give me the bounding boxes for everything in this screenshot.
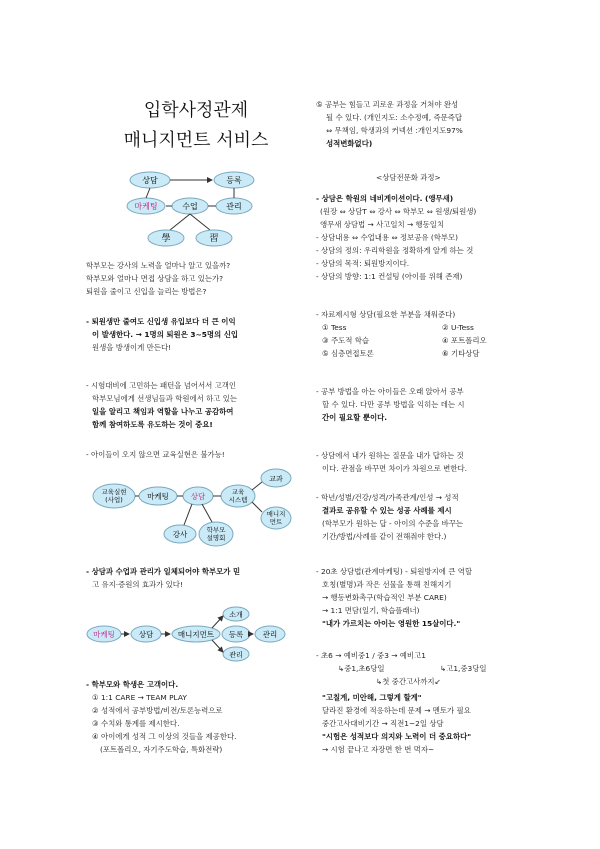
- s7-rest-5: → 시험 끝나고 자장면 한 번 먹자~: [322, 745, 435, 754]
- s6-line5: "내가 가르치는 아이는 영원한 15살이다.": [322, 619, 461, 628]
- s5-line3: (학부모가 원하는 답 - 아이의 수준을 바꾸는: [322, 519, 464, 528]
- node-practice-label: 習: [209, 234, 219, 244]
- bullet1-line2: 이 발생한다. → 1명의 퇴원은 3~5명의 신입: [92, 330, 239, 339]
- section-title: <상담전문화 과정>: [376, 173, 441, 182]
- node-register-label: 등록: [226, 176, 242, 185]
- node-learn-label: 學: [161, 234, 171, 244]
- node-system-2: 시스템: [228, 496, 248, 504]
- s7-line2a: ↳중1,초6당일: [338, 664, 385, 673]
- s7-line3: ↳첫 중간고사까지↙: [376, 677, 441, 686]
- s7-rest-3: 중간고사대비기간 → 직전1~2일 상담: [322, 719, 444, 728]
- bullet2-line4: 함께 참여하도록 유도하는 것이 중요!: [92, 420, 213, 429]
- s3-line2: 할 수 있다. 다만 공부 방법을 익히는 데는 시: [322, 400, 465, 409]
- list-item-1: ① 1:1 CARE → TEAM PLAY: [92, 693, 187, 702]
- title-line1: 입학사정관제: [143, 100, 249, 121]
- s5-line1: - 학년/성별/건강/성격/가족관계/인성 → 성적: [316, 493, 459, 502]
- bullet3: - 아이들이 오지 않으면 교육실현은 불가능!: [86, 450, 225, 459]
- node-parent-2: 설명회: [206, 534, 226, 542]
- list-item-4: ④ 아이에게 성적 그 이상의 것들을 제공한다.: [92, 732, 237, 741]
- bullet5: - 학부모와 학생은 고객이다.: [86, 680, 179, 689]
- s2-item-1: ① Tess: [322, 323, 347, 332]
- s1-line3: 앵무새 상담법 → 사고일치 → 행동일치: [320, 220, 445, 229]
- s2-title: - 자료제시형 상담(필요한 부분을 채워준다): [316, 310, 456, 319]
- bullet2-line1: - 시험대비에 고민하는 패턴을 넘어서서 고객인: [86, 381, 237, 390]
- bullet2-line2: 학부모님에게 선생님들과 학원에서 하고 있는: [92, 394, 238, 403]
- s6-line1: - 20초 상담법(관계마케팅) - 퇴원방지에 큰 역할: [316, 567, 472, 576]
- s2-item-3: ③ 주도적 학습: [322, 336, 370, 345]
- node-subject: 교과: [269, 475, 283, 483]
- flow-intro: 소개: [229, 611, 243, 619]
- diagram-flow: [86, 606, 286, 662]
- diagram-education: [92, 466, 292, 552]
- node-system-1: 교육: [231, 488, 245, 496]
- flow-counsel: 상담: [138, 630, 154, 639]
- diagram-cycle: [126, 168, 276, 254]
- node-marketing2: 마케팅: [147, 492, 169, 501]
- flow-manage2: 관리: [229, 651, 243, 659]
- s2-item-5: ⑤ 심층면접토론: [322, 349, 374, 358]
- s3-line3: 간이 필요할 뿐이다.: [322, 413, 388, 422]
- s7-rest-1: "고칠게, 미안해, 그렇게 할게": [322, 693, 422, 702]
- list-item-2: ② 성적에서 공부방법/비전/토론능력으로: [92, 706, 223, 715]
- flow-marketing: 마케팅: [93, 630, 115, 639]
- s1-line2: (원장 ⇔ 상담T ⇔ 강사 ⇔ 학부모 ⇔ 원생/퇴원생): [320, 207, 477, 216]
- flow-mgmt: 매니지먼트: [177, 630, 215, 639]
- node-parent-1: 학부모: [206, 526, 226, 534]
- intro-line-1: 학부모는 강사의 노력을 얼마나 알고 있을까?: [86, 261, 231, 270]
- s6-line2: 호칭(별명)과 작은 선물을 통해 친해지기: [322, 580, 452, 589]
- s7-rest-2: 달라진 환경에 적응하는데 문제 → 멘토가 필요: [322, 706, 471, 715]
- p5-line2: 될 수 있다. (개인지도: 소수정예, 즉문즉답: [326, 113, 463, 122]
- node-class-label: 수업: [182, 202, 198, 211]
- s5-line4: 기간/방법/사례를 같이 전해줘야 한다.): [322, 532, 447, 541]
- node-marketing-label: 마케팅: [134, 202, 158, 211]
- node-edu-real-2: (사업): [105, 496, 123, 504]
- s5-line2: 결과로 공유할 수 있는 성공 사례를 제시: [322, 506, 452, 515]
- s4-line2: 이다. 관점을 바꾸면 차이가 차원으로 변한다.: [322, 464, 467, 473]
- bullet1-line1: - 퇴원생만 줄여도 신입생 유입보다 더 큰 이익: [86, 317, 236, 326]
- s2-item-6: ⑥ 기타상담: [442, 349, 480, 358]
- s3-line1: - 공부 방법을 아는 아이들은 오래 앉아서 공부: [316, 387, 464, 396]
- list-sub: (포트폴리오, 자기주도학습, 특화전략): [100, 745, 223, 754]
- bullet2-line3: 일을 알리고 책임과 역할을 나누고 공감하여: [92, 407, 234, 416]
- bullet4-line2: 고 유지·증원의 효과가 있다!: [92, 580, 183, 589]
- intro-line-3: 퇴원을 줄이고 신입을 늘리는 방법은?: [86, 287, 207, 296]
- p5-line4: 성적변화없다): [326, 139, 373, 148]
- p5-line3: ⇔ 무책임, 학생과의 커넥션 :개인지도97%: [326, 126, 463, 135]
- s1-line7: - 상담의 방향: 1:1 컨설팅 (아이를 위해 존재): [316, 272, 463, 281]
- flow-manage: 관리: [262, 630, 278, 639]
- list-item-3: ③ 수치와 통계를 제시한다.: [92, 719, 180, 728]
- node-mgmt-2: 먼트: [269, 518, 283, 526]
- s1-line5: - 상담의 정의: 우리학원을 정확하게 알게 하는 것: [316, 246, 474, 255]
- p5-line1: ⑤ 공부는 힘들고 괴로운 과정을 거쳐야 완성: [316, 100, 459, 109]
- s6-line4: → 1:1 면담(일기, 학습플래너): [322, 606, 420, 615]
- bullet1-line3: 원생을 방생이게 만든다!: [92, 343, 172, 352]
- node-counsel2: 상담: [190, 492, 206, 501]
- s1-line6: - 상담의 목적: 퇴원방지이다.: [316, 259, 410, 268]
- node-counsel-label: 상담: [142, 176, 158, 185]
- s7-rest-4: "시험은 성적보다 의지와 노력이 더 중요하다": [322, 732, 472, 741]
- s1-line4: - 상담내용 ⇔ 수업내용 ⇔ 정보공유 (학부모): [316, 233, 459, 242]
- flow-register: 등록: [228, 630, 244, 639]
- title-line2: 매니지먼트 서비스: [123, 130, 269, 151]
- s4-line1: - 상담에서 내가 원하는 질문을 내가 답하는 것: [316, 451, 464, 460]
- node-teacher: 강사: [172, 530, 188, 539]
- s7-line1: - 초6 → 예비중1 / 중3 → 예비고1: [316, 651, 426, 660]
- s7-line2b: ↳고1,중3당일: [440, 664, 487, 673]
- s1-line1: - 상담은 학원의 네비게이션이다. (앵무새): [316, 194, 454, 203]
- node-mgmt-1: 매니지: [266, 510, 286, 518]
- bullet4-line1: - 상담과 수업과 관리가 일체되어야 학부모가 믿: [86, 567, 241, 576]
- intro-line-2: 학부모와 얼마나 면접 상담을 하고 있는가?: [86, 274, 224, 283]
- s6-line3: → 행동변화촉구(학습적인 부분 CARE): [322, 593, 447, 602]
- s2-item-2: ② U-Tess: [442, 323, 474, 332]
- s2-item-4: ④ 포트폴리오: [442, 336, 487, 345]
- node-edu-real-1: 교육실현: [101, 488, 127, 496]
- node-manage-label: 관리: [226, 202, 242, 211]
